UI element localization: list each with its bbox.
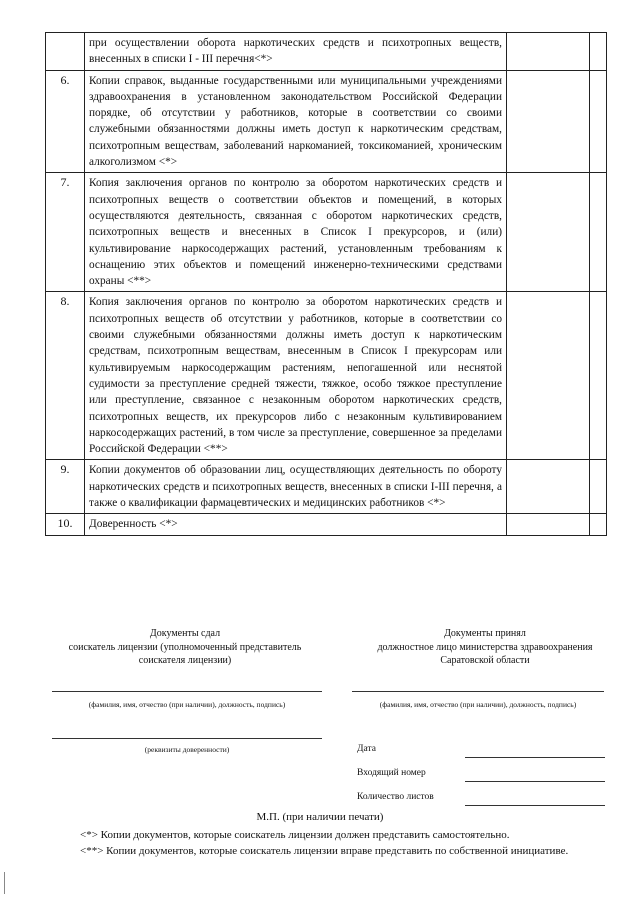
incoming-number-label: Входящий номер [357, 768, 426, 778]
receiver-heading [355, 627, 615, 668]
submitter-role-cont: соискателя лицензии) [138, 655, 232, 666]
receiver-role: должностное лицо министерства здравоохранения [377, 641, 593, 653]
table-row [46, 70, 607, 173]
submitter-role: соискатель лицензии (уполномоченный представитель [68, 641, 302, 653]
row-extra-cell [590, 70, 607, 173]
row-extra-cell [590, 460, 607, 514]
row-extra-cell [590, 173, 607, 292]
incoming-number-line [465, 781, 605, 782]
row-extra-cell [590, 292, 607, 460]
documents-table [45, 32, 607, 536]
row-text: Копия заключения органов по контролю за оборотом наркотических средств и психотропных веществ о соответствии объектов и помещений, в которых осуществляются деятельность, связанная с оборотом наркотических средств, психотропных веществ и внесенных в Список I прекурсоров, и (или) культивирование наркосодержащих растений, установленным требованиям к оснащению этих объектов и помещений инженерно-техническими средствами охраны <**> [85, 173, 507, 292]
row-mark-cell [507, 460, 590, 514]
row-number: 9. [46, 460, 85, 514]
row-mark-cell [507, 173, 590, 292]
attorney-caption: (реквизиты доверенности) [144, 745, 230, 754]
sheet-count-line [465, 805, 605, 806]
date-line [465, 757, 605, 758]
row-number: 8. [46, 292, 85, 460]
table-row [46, 33, 607, 71]
stamp-note: М.П. (при наличии печати) [256, 811, 384, 823]
table-row [46, 173, 607, 292]
submitter-caption: (фамилия, имя, отчество (при наличии), должность, подпись) [88, 700, 286, 709]
row-mark-cell [507, 33, 590, 71]
table-row [46, 460, 607, 514]
date-label: Дата [357, 744, 376, 754]
receiver-region: Саратовской области [440, 655, 530, 666]
row-text: Доверенность <*> [85, 514, 507, 535]
footnote-optional: <**> Копии документов, которые соискатель лицензии вправе представить по собственной инициативе. [80, 845, 569, 857]
footnote-required: <*> Копии документов, которые соискатель лицензии должен представить самостоятельно. [80, 829, 510, 841]
table-row [46, 514, 607, 535]
receiver-title: Документы принял [444, 628, 526, 639]
row-mark-cell [507, 292, 590, 460]
row-number [46, 33, 85, 71]
table-row [46, 292, 607, 460]
row-text: Копии справок, выданные государственными или муниципальными учреждениями здравоохранения в установленном законодательством Российской Федерации порядке, об отсутствии у работников, которые в соответствии со своими служебными обязанностями должны иметь доступ к наркотическим средствам, психотропным веществам, заболеваний наркоманией, токсикоманией, хроническим алкоголизмом <*> [85, 70, 507, 173]
row-number: 10. [46, 514, 85, 535]
row-text: Копии документов об образовании лиц, осуществляющих деятельность по обороту наркотических средств и психотропных веществ, внесенных в списки I-III перечня, а также о квалификации фармацевтических и медицинских работников <*> [85, 460, 507, 514]
attorney-line [52, 738, 322, 739]
sheet-count-label: Количество листов [357, 792, 434, 802]
row-text: при осуществлении оборота наркотических средств и психотропных веществ, внесенных в списки I - III перечня<*> [85, 33, 507, 71]
submitter-title: Документы сдал [149, 628, 221, 639]
row-number: 7. [46, 173, 85, 292]
row-text: Копия заключения органов по контролю за оборотом наркотических средств и психотропных веществ об отсутствии у работников, которые в соответствии со своими служебными обязанностями должны иметь доступ к наркотическим средствам, психотропным веществам, внесенным в Список I прекурсорам или культивируемым наркосодержащим растениям, непогашенной или неснятой судимости за преступление средней тяжести, тяжкое, особо тяжкое преступление или преступление, связанное с незаконным оборотом наркотических средств, психотропных веществ, их прекурсоров либо с незаконным культивированием наркосодержащих растений, в том числе за преступление, совершенное за пределами Российской Федерации <**> [85, 292, 507, 460]
row-extra-cell [590, 33, 607, 71]
receiver-signature-line [352, 691, 604, 692]
scan-edge-mark [4, 872, 5, 894]
receiver-caption: (фамилия, имя, отчество (при наличии), должность, подпись) [379, 700, 577, 709]
row-mark-cell [507, 70, 590, 173]
submitter-heading [55, 627, 315, 668]
submitter-signature-line [52, 691, 322, 692]
row-mark-cell [507, 514, 590, 535]
row-extra-cell [590, 514, 607, 535]
row-number: 6. [46, 70, 85, 173]
